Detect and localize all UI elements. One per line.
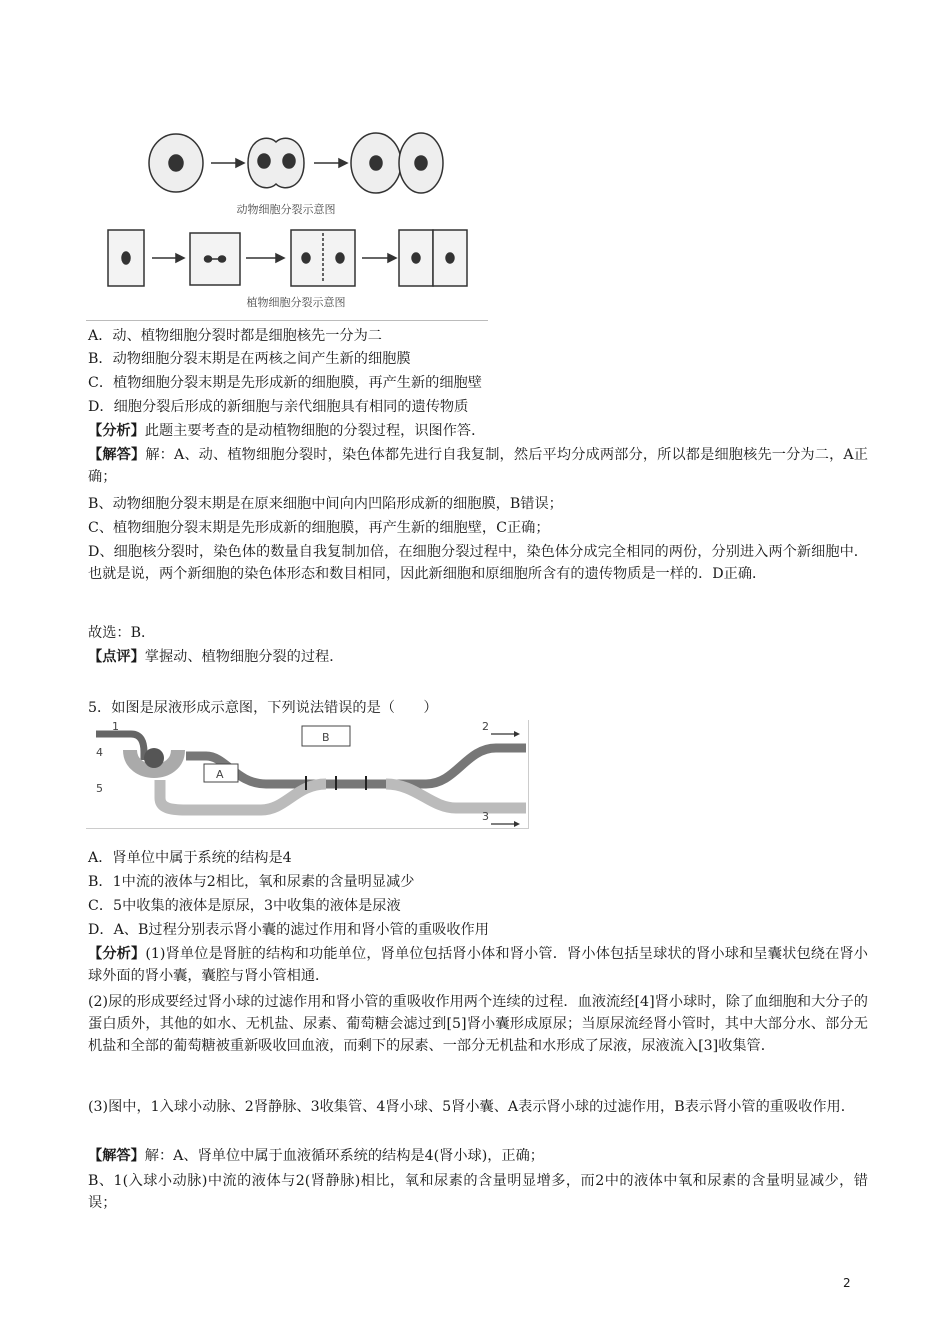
label-b: B xyxy=(322,731,330,744)
label-4: 4 xyxy=(96,746,103,759)
analysis-tag: 【分析】 xyxy=(88,423,145,439)
label-3: 3 xyxy=(482,810,489,823)
q4-option-d: D．细胞分裂后形成的新细胞与亲代细胞具有相同的遗传物质 xyxy=(88,399,469,415)
analysis-tag: 【分析】 xyxy=(88,946,146,962)
q5-option-d: D．A、B过程分别表示肾小囊的滤过作用和肾小管的重吸收作用 xyxy=(88,922,489,938)
q4-option-b: B．动物细胞分裂末期是在两核之间产生新的细胞膜 xyxy=(88,351,411,367)
q4-analysis-text: 此题主要考查的是动植物细胞的分裂过程，识图作答． xyxy=(144,423,486,439)
q5-analysis-1 xyxy=(88,943,868,987)
plant-cell-division-diagram xyxy=(108,230,467,286)
label-1: 1 xyxy=(112,720,119,733)
answer-tag: 【解答】 xyxy=(88,1148,145,1164)
q5-answer-a xyxy=(88,1145,544,1167)
label-2: 2 xyxy=(482,720,489,733)
animal-division-caption: 动物细胞分裂示意图 xyxy=(236,203,336,216)
label-a: A xyxy=(216,768,224,781)
q4-choice: 故选：B． xyxy=(88,625,156,641)
q5-analysis-1-text: (1)肾单位是肾脏的结构和功能单位，肾单位包括肾小体和肾小管．肾小体包括呈球状的肾小球和呈囊状包绕在肾小球外面的肾小囊，囊腔与肾小管相通． xyxy=(88,946,868,984)
q4-comment-text: 掌握动、植物细胞分裂的过程． xyxy=(144,649,344,665)
page-number: 2 xyxy=(843,1276,851,1290)
q5-option-b: B．1中流的液体与2相比，氧和尿素的含量明显减少 xyxy=(88,874,415,890)
q4-option-c: C．植物细胞分裂末期是先形成新的细胞膜，再产生新的细胞壁 xyxy=(88,375,482,391)
q4-analysis xyxy=(88,420,485,442)
q4-answer-b: B、动物细胞分裂末期是在原来细胞中间向内凹陷形成新的细胞膜，B错误； xyxy=(88,496,563,512)
q5-stem: 5．如图是尿液形成示意图，下列说法错误的是（ ） xyxy=(88,700,438,716)
q5-option-a: A．肾单位中属于系统的结构是4 xyxy=(88,850,292,866)
q4-answer-c: C、植物细胞分裂末期是先形成新的细胞膜，再产生新的细胞壁，C正确； xyxy=(88,520,550,536)
cell-division-figure xyxy=(86,118,488,321)
label-5: 5 xyxy=(96,782,103,795)
q5-answer-a-text: 解：A、肾单位中属于血液循环系统的结构是4(肾小球)，正确； xyxy=(144,1148,544,1164)
plant-division-caption: 植物细胞分裂示意图 xyxy=(246,296,346,309)
q5-answer-b: B、1(入球小动脉)中流的液体与2(肾静脉)相比，氧和尿素的含量明显增多，而2中的液体中氧和尿素的含量明显减少，错误； xyxy=(88,1173,868,1211)
animal-cell-division-diagram xyxy=(149,133,443,193)
urine-formation-figure xyxy=(86,720,529,829)
q5-analysis-3: (3)图中，1入球小动脉、2肾静脉、3收集管、4肾小球、5肾小囊、A表示肾小球的过滤作用，B表示肾小管的重吸收作用． xyxy=(88,1099,855,1115)
q4-answer-a xyxy=(88,444,868,488)
comment-tag: 【点评】 xyxy=(88,649,145,665)
q4-option-a: A．动、植物细胞分裂时都是细胞核先一分为二 xyxy=(88,328,382,344)
q4-answer-a-text: 解：A、动、植物细胞分裂时，染色体都先进行自我复制，然后平均分成两部分，所以都是细胞核先一分为二，A正确； xyxy=(88,447,868,485)
q4-answer-d: D、细胞核分裂时，染色体的数量自我复制加倍，在细胞分裂过程中，染色体分成完全相同的两份，分别进入两个新细胞中．也就是说，两个新细胞的染色体形态和数目相同，因此新细胞和原细胞所含有的遗传物质是一样的．D正确． xyxy=(88,544,868,582)
q5-analysis-2: (2)尿的形成要经过肾小球的过滤作用和肾小管的重吸收作用两个连续的过程．血液流经[4]肾小球时，除了血细胞和大分子的蛋白质外，其他的如水、无机盐、尿素、葡萄糖会滤过到[5]肾小囊形成原尿；当原尿流经肾小管时，其中大部分水、部分无机盐和全部的葡萄糖被重新吸收回血液，而剩下的尿素、一部分无机盐和水形成了尿液，尿液流入[3]收集管． xyxy=(88,994,868,1054)
q5-option-c: C．5中收集的液体是原尿，3中收集的液体是尿液 xyxy=(88,898,401,914)
nephron-diagram xyxy=(96,726,526,827)
q4-comment xyxy=(88,646,343,668)
answer-tag: 【解答】 xyxy=(88,447,146,463)
